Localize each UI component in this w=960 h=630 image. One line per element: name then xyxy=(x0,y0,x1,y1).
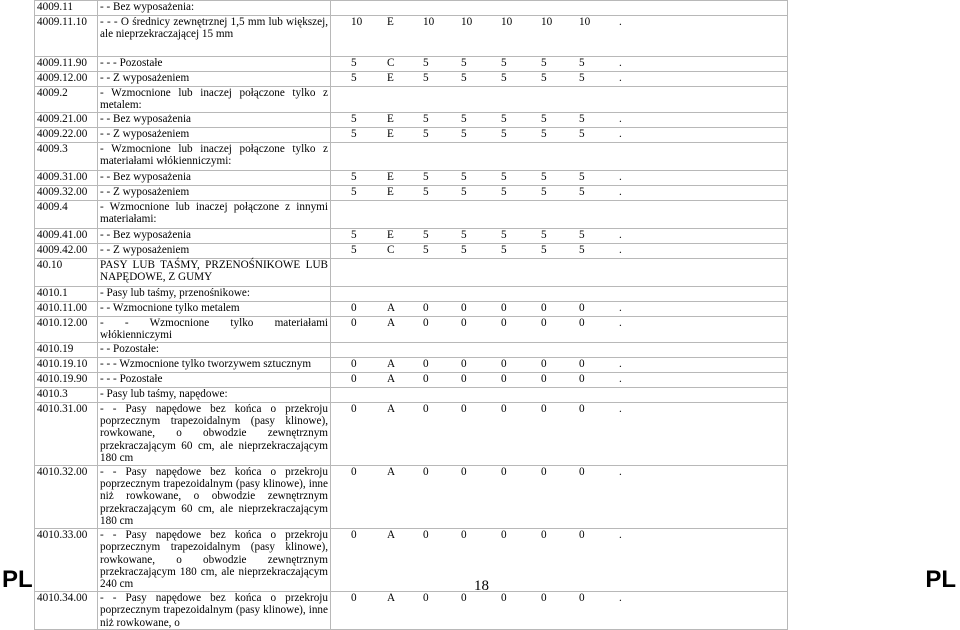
duty-value: 5 xyxy=(501,170,507,183)
duty-value: 5 xyxy=(579,243,585,256)
duty-value: . xyxy=(619,170,622,183)
cn-code: 4010.19.10 xyxy=(35,357,98,372)
duty-value: 5 xyxy=(461,127,467,140)
duty-value: 5 xyxy=(423,170,429,183)
table-row xyxy=(35,357,788,372)
duty-values xyxy=(331,402,788,465)
description: - Wzmocnione lub inaczej połączone tylko z metalem: xyxy=(98,87,331,113)
duty-value: 5 xyxy=(579,112,585,125)
duty-value: C xyxy=(387,243,395,256)
table-row xyxy=(35,170,788,185)
duty-value: 5 xyxy=(423,112,429,125)
duty-value: E xyxy=(387,112,394,125)
duty-values xyxy=(331,258,788,286)
cn-code: 4010.19 xyxy=(35,342,98,357)
duty-value: 5 xyxy=(501,185,507,198)
duty-value: 0 xyxy=(351,402,357,415)
duty-values xyxy=(331,591,788,629)
description: PASY LUB TAŚMY, PRZENOŚNIKOWE LUB NAPĘDOWE, Z GUMY xyxy=(98,258,331,286)
duty-value: 10 xyxy=(501,16,513,28)
duty-value: 0 xyxy=(541,402,547,415)
duty-value: . xyxy=(619,127,622,140)
table-row xyxy=(35,72,788,87)
duty-value: 5 xyxy=(423,127,429,140)
duty-value: 0 xyxy=(423,316,429,329)
duty-value: 0 xyxy=(461,591,467,604)
duty-value: 5 xyxy=(351,170,357,183)
duty-value: 5 xyxy=(501,243,507,256)
duty-value: 5 xyxy=(579,170,585,183)
description: - - Z wyposażeniem xyxy=(98,72,331,87)
cn-code: 4009.31.00 xyxy=(35,170,98,185)
duty-value: 0 xyxy=(501,591,507,604)
duty-value: 5 xyxy=(541,127,547,140)
duty-value: 0 xyxy=(461,465,467,478)
duty-values xyxy=(331,528,788,591)
duty-value: A xyxy=(387,465,396,478)
cn-code: 4010.3 xyxy=(35,387,98,402)
description: - - Pasy napędowe bez końca o przekroju poprzecznym trapezoidalnym (pasy klinowe), rowkowane, o obwodzie zewnętrznym przekraczającym 180 cm, ale nieprzekraczającym 240 cm xyxy=(98,528,331,591)
duty-value: 10 xyxy=(579,16,591,28)
duty-value: 0 xyxy=(423,372,429,385)
duty-value: A xyxy=(387,357,396,370)
duty-value: 5 xyxy=(423,57,429,69)
duty-value: 0 xyxy=(501,316,507,329)
table-row xyxy=(35,243,788,258)
duty-value: 10 xyxy=(423,16,435,28)
table-row xyxy=(35,127,788,142)
duty-value: E xyxy=(387,185,394,198)
cn-code: 4009.11.10 xyxy=(35,16,98,57)
table-row xyxy=(35,286,788,301)
cn-code: 4009.4 xyxy=(35,200,98,228)
duty-values xyxy=(331,16,788,57)
tariff-table-body xyxy=(35,1,788,630)
duty-value: 0 xyxy=(501,301,507,314)
table-row xyxy=(35,16,788,57)
duty-value: . xyxy=(619,16,622,28)
cn-code: 40.10 xyxy=(35,258,98,286)
cn-code: 4009.12.00 xyxy=(35,72,98,87)
duty-value: 0 xyxy=(461,372,467,385)
duty-values xyxy=(331,57,788,72)
duty-value: 5 xyxy=(461,228,467,241)
description: - - - O średnicy zewnętrznej 1,5 mm lub większej, ale nieprzekraczającej 15 mm xyxy=(98,16,331,57)
duty-value: 0 xyxy=(423,465,429,478)
duty-value: 5 xyxy=(423,72,429,84)
page-number: 18 xyxy=(474,578,489,594)
duty-values xyxy=(331,286,788,301)
duty-value: 0 xyxy=(541,316,547,329)
duty-value: . xyxy=(619,72,622,84)
description: - - Pasy napędowe bez końca o przekroju poprzecznym trapezoidalnym (pasy klinowe), inne niż rowkowane, o xyxy=(98,591,331,629)
duty-values xyxy=(331,142,788,170)
duty-value: A xyxy=(387,372,396,385)
cn-code: 4010.32.00 xyxy=(35,465,98,528)
footer-language-left: PL xyxy=(2,566,33,593)
duty-value: E xyxy=(387,72,394,84)
duty-values xyxy=(331,465,788,528)
cn-code: 4010.19.90 xyxy=(35,372,98,387)
description: - - Pasy napędowe bez końca o przekroju poprzecznym trapezoidalnym (pasy klinowe), inne niż rowkowane, o obwodzie zewnętrznym przekraczającym 60 cm, ale nieprzekraczającym 180 cm xyxy=(98,465,331,528)
table-row xyxy=(35,87,788,113)
description: - - Z wyposażeniem xyxy=(98,127,331,142)
duty-value: 0 xyxy=(351,316,357,329)
duty-value: E xyxy=(387,127,394,140)
duty-value: . xyxy=(619,402,622,415)
duty-value: 5 xyxy=(541,57,547,69)
duty-values xyxy=(331,200,788,228)
table-row xyxy=(35,591,788,629)
duty-value: 10 xyxy=(461,16,473,28)
description: - - - Wzmocnione tylko tworzywem sztucznym xyxy=(98,357,331,372)
cn-code: 4009.11 xyxy=(35,1,98,16)
table-row xyxy=(35,112,788,127)
duty-value: 0 xyxy=(579,316,585,329)
duty-value: . xyxy=(619,316,622,329)
tariff-table xyxy=(34,0,788,630)
duty-value: A xyxy=(387,591,396,604)
description: - - Wzmocnione tylko materiałami włókienniczymi xyxy=(98,316,331,342)
cn-code: 4010.12.00 xyxy=(35,316,98,342)
duty-value: 0 xyxy=(579,301,585,314)
duty-value: 5 xyxy=(579,127,585,140)
cn-code: 4010.34.00 xyxy=(35,591,98,629)
description: - - - Pozostałe xyxy=(98,372,331,387)
description: - Pasy lub taśmy, napędowe: xyxy=(98,387,331,402)
duty-values xyxy=(331,127,788,142)
duty-value: 0 xyxy=(579,402,585,415)
table-row xyxy=(35,185,788,200)
duty-value: 5 xyxy=(541,243,547,256)
duty-value: 5 xyxy=(461,243,467,256)
duty-value: 5 xyxy=(351,72,357,84)
duty-value: 5 xyxy=(541,72,547,84)
cn-code: 4010.33.00 xyxy=(35,528,98,591)
cn-code: 4009.21.00 xyxy=(35,112,98,127)
duty-value: A xyxy=(387,402,396,415)
table-row xyxy=(35,342,788,357)
duty-value: 5 xyxy=(423,228,429,241)
duty-value: . xyxy=(619,243,622,256)
table-row xyxy=(35,387,788,402)
description: - - Bez wyposażenia xyxy=(98,112,331,127)
duty-value: 0 xyxy=(423,357,429,370)
description: - - Pasy napędowe bez końca o przekroju poprzecznym trapezoidalnym (pasy klinowe), rowkowane, o obwodzie zewnętrznym przekraczającym 60 cm, ale nieprzekraczającym 180 cm xyxy=(98,402,331,465)
duty-value: 0 xyxy=(461,301,467,314)
duty-value: 5 xyxy=(351,243,357,256)
description: - - - Pozostałe xyxy=(98,57,331,72)
cn-code: 4010.31.00 xyxy=(35,402,98,465)
duty-value: . xyxy=(619,591,622,604)
duty-value: . xyxy=(619,228,622,241)
duty-value: C xyxy=(387,57,395,69)
duty-value: A xyxy=(387,301,396,314)
duty-value: . xyxy=(619,112,622,125)
table-row xyxy=(35,316,788,342)
duty-value: 0 xyxy=(541,372,547,385)
duty-values xyxy=(331,170,788,185)
duty-value: E xyxy=(387,170,394,183)
duty-value: 0 xyxy=(541,301,547,314)
duty-values xyxy=(331,342,788,357)
duty-value: 5 xyxy=(501,57,507,69)
duty-value: . xyxy=(619,465,622,478)
duty-value: E xyxy=(387,16,394,28)
duty-value: 0 xyxy=(351,357,357,370)
cn-code: 4009.11.90 xyxy=(35,57,98,72)
duty-value: 0 xyxy=(461,528,467,541)
duty-value: 0 xyxy=(351,301,357,314)
duty-value: 0 xyxy=(501,465,507,478)
duty-value: 5 xyxy=(423,185,429,198)
table-row xyxy=(35,528,788,591)
table-row xyxy=(35,465,788,528)
table-row xyxy=(35,1,788,16)
duty-value: 0 xyxy=(423,402,429,415)
duty-value: 0 xyxy=(351,465,357,478)
footer-language-right: PL xyxy=(925,566,956,593)
duty-value: 0 xyxy=(423,591,429,604)
duty-value: 0 xyxy=(501,372,507,385)
duty-value: A xyxy=(387,528,396,541)
cn-code: 4009.42.00 xyxy=(35,243,98,258)
duty-value: 5 xyxy=(579,185,585,198)
duty-value: 5 xyxy=(461,72,467,84)
description: - - Z wyposażeniem xyxy=(98,243,331,258)
duty-values xyxy=(331,357,788,372)
description: - - Bez wyposażenia: xyxy=(98,1,331,16)
duty-value: 5 xyxy=(351,228,357,241)
duty-value: . xyxy=(619,528,622,541)
description: - Wzmocnione lub inaczej połączone z innymi materiałami: xyxy=(98,200,331,228)
duty-value: 5 xyxy=(501,228,507,241)
table-row xyxy=(35,142,788,170)
table-row xyxy=(35,372,788,387)
table-row xyxy=(35,228,788,243)
duty-values xyxy=(331,387,788,402)
duty-value: 5 xyxy=(461,170,467,183)
duty-value: 0 xyxy=(579,357,585,370)
duty-value: 5 xyxy=(423,243,429,256)
duty-value: . xyxy=(619,185,622,198)
duty-values xyxy=(331,112,788,127)
cn-code: 4009.32.00 xyxy=(35,185,98,200)
duty-value: 5 xyxy=(461,57,467,69)
duty-value: 5 xyxy=(501,112,507,125)
duty-values xyxy=(331,228,788,243)
duty-value: 5 xyxy=(541,112,547,125)
duty-value: . xyxy=(619,301,622,314)
duty-values xyxy=(331,316,788,342)
duty-value: 0 xyxy=(423,528,429,541)
duty-values xyxy=(331,185,788,200)
duty-value: A xyxy=(387,316,396,329)
description: - Pasy lub taśmy, przenośnikowe: xyxy=(98,286,331,301)
duty-value: 0 xyxy=(501,528,507,541)
cn-code: 4010.1 xyxy=(35,286,98,301)
duty-value: 5 xyxy=(351,127,357,140)
duty-value: 5 xyxy=(541,228,547,241)
duty-value: 0 xyxy=(579,528,585,541)
duty-value: 5 xyxy=(501,72,507,84)
cn-code: 4009.2 xyxy=(35,87,98,113)
duty-value: 5 xyxy=(461,185,467,198)
table-row xyxy=(35,200,788,228)
duty-value: 5 xyxy=(541,185,547,198)
duty-values xyxy=(331,372,788,387)
duty-value: 0 xyxy=(579,465,585,478)
table-row xyxy=(35,402,788,465)
duty-value: 5 xyxy=(501,127,507,140)
duty-value: 0 xyxy=(541,528,547,541)
duty-values xyxy=(331,1,788,16)
duty-value: E xyxy=(387,228,394,241)
duty-value: 0 xyxy=(579,372,585,385)
description: - - Wzmocnione tylko metalem xyxy=(98,301,331,316)
duty-value: 5 xyxy=(579,228,585,241)
duty-value: 10 xyxy=(351,16,363,28)
description: - - Bez wyposażenia xyxy=(98,228,331,243)
description: - - Z wyposażeniem xyxy=(98,185,331,200)
duty-value: . xyxy=(619,357,622,370)
duty-value: 0 xyxy=(461,357,467,370)
duty-values xyxy=(331,72,788,87)
duty-values xyxy=(331,301,788,316)
duty-value: 0 xyxy=(501,357,507,370)
description: - - Bez wyposażenia xyxy=(98,170,331,185)
duty-values xyxy=(331,87,788,113)
duty-value: 5 xyxy=(351,185,357,198)
duty-value: . xyxy=(619,372,622,385)
cn-code: 4009.3 xyxy=(35,142,98,170)
cn-code: 4009.22.00 xyxy=(35,127,98,142)
table-row xyxy=(35,301,788,316)
duty-value: 5 xyxy=(579,72,585,84)
duty-value: 0 xyxy=(461,316,467,329)
duty-value: 0 xyxy=(579,591,585,604)
duty-value: 5 xyxy=(351,57,357,69)
duty-value: 0 xyxy=(351,372,357,385)
duty-value: 5 xyxy=(351,112,357,125)
duty-value: 0 xyxy=(423,301,429,314)
duty-value: 0 xyxy=(501,402,507,415)
cn-code: 4010.11.00 xyxy=(35,301,98,316)
duty-value: 0 xyxy=(541,591,547,604)
duty-value: 0 xyxy=(351,528,357,541)
table-row xyxy=(35,258,788,286)
duty-value: 10 xyxy=(541,16,553,28)
duty-value: 5 xyxy=(461,112,467,125)
duty-value: 0 xyxy=(541,465,547,478)
duty-value: 5 xyxy=(541,170,547,183)
description: - - Pozostałe: xyxy=(98,342,331,357)
cn-code: 4009.41.00 xyxy=(35,228,98,243)
duty-value: 0 xyxy=(541,357,547,370)
duty-values xyxy=(331,243,788,258)
description: - Wzmocnione lub inaczej połączone tylko z materiałami włókienniczymi: xyxy=(98,142,331,170)
table-row xyxy=(35,57,788,72)
duty-value: 0 xyxy=(351,591,357,604)
duty-value: 5 xyxy=(579,57,585,69)
duty-value: 0 xyxy=(461,402,467,415)
duty-value: . xyxy=(619,57,622,69)
